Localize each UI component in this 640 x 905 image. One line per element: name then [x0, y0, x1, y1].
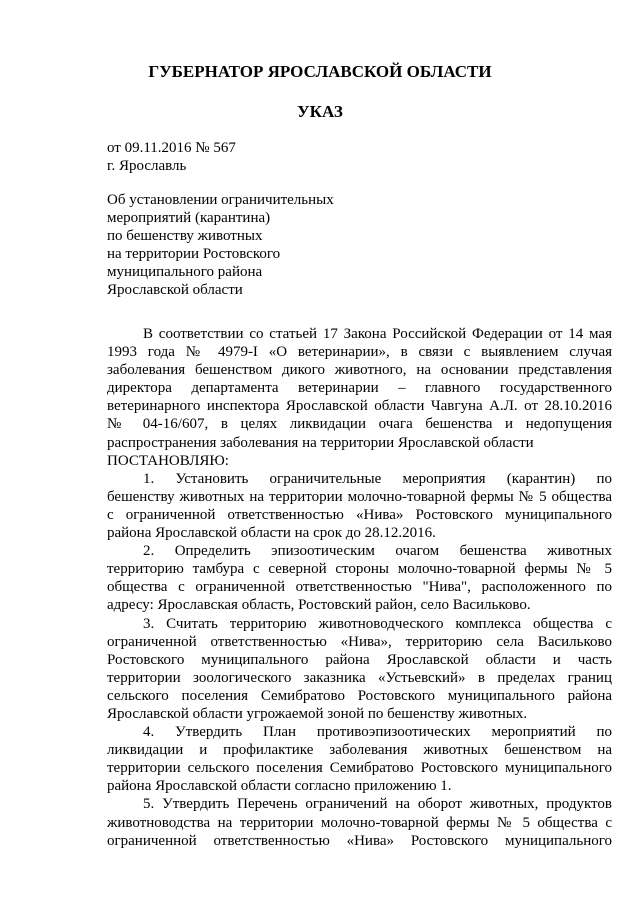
body-line: бешенству животных на территории молочно-товарной фермы № 5 общества — [107, 488, 612, 505]
body-line: ликвидации и профилактике заболевания животных бешенством на — [107, 742, 612, 759]
subject-line: на территории Ростовского — [107, 246, 281, 262]
body-line: заболевания бешенством дикого животного, на основании представления — [107, 362, 612, 379]
body-line: Ярославской области угрожаемой зоной по бешенству животных. — [107, 705, 528, 722]
body-line: распространения заболевания на территории Ярославской области — [107, 434, 534, 451]
body-line: ветеринарного инспектора Ярославской области Чавгуна А.Л. от 28.10.2016 — [107, 398, 612, 415]
body-line: сельского поселения Семибратово Ростовского муниципального района — [107, 687, 612, 704]
body-line: В соответствии со статьей 17 Закона Российской Федерации от 14 мая — [143, 326, 612, 342]
subject-line: мероприятий (карантина) — [107, 210, 271, 226]
body-line: 1. Установить ограничительные мероприятия (карантин) по — [143, 470, 612, 487]
document-body — [107, 325, 612, 850]
body-line: директора департамента ветеринарии – главного государственного — [107, 380, 612, 397]
body-line: ограниченной ответственностью «Нива» Ростовского муниципального — [107, 832, 612, 849]
body-line: района Ярославской области согласно приложению 1. — [107, 778, 452, 795]
body-line: ПОСТАНОВЛЯЮ: — [107, 452, 229, 469]
issuing-authority-heading: ГУБЕРНАТОР ЯРОСЛАВСКОЙ ОБЛАСТИ — [148, 62, 492, 81]
subject-line: Ярославской области — [107, 282, 243, 298]
body-line: животноводства на территории молочно-товарной фермы № 5 общества с — [107, 814, 612, 831]
body-line: адресу: Ярославская область, Ростовский район, село Васильково. — [107, 597, 531, 614]
body-line: Ростовского муниципального района Ярославской области и часть — [107, 651, 612, 668]
body-line: территории зоологического заказника «Устьевский» в пределах границ — [107, 669, 612, 686]
body-line: территории сельского поселения Семибратово Ростовского муниципального — [107, 760, 612, 777]
body-line: района Ярославской области на срок до 28.12.2016. — [107, 525, 436, 542]
body-line: территорию тамбура с северной стороны молочно-товарной фермы № 5 — [107, 561, 612, 578]
city: г. Ярославль — [107, 158, 187, 174]
body-line: № 04-16/607, в целях ликвидации очага бешенства и недопущения — [107, 416, 612, 433]
body-line: 4. Утвердить План противоэпизоотических мероприятий по — [143, 724, 612, 741]
subject-line: Об установлении ограничительных — [107, 192, 334, 208]
document-meta — [107, 139, 627, 175]
body-line: ограниченной ответственностью «Нива», территорию села Васильково — [107, 633, 612, 650]
body-line: 1993 года № 4979-I «О ветеринарии», в связи с выявлением случая — [107, 344, 612, 361]
date-number: от 09.11.2016 № 567 — [107, 140, 236, 156]
body-line: общества с ограниченной ответственностью "Нива", расположенного по — [107, 579, 612, 596]
document-subject — [107, 191, 627, 299]
body-line: 3. Считать территорию животноводческого комплекса общества с — [143, 615, 612, 632]
body-line: 5. Утвердить Перечень ограничений на оборот животных, продуктов — [143, 796, 612, 813]
body-line: 2. Определить эпизоотическим очагом бешенства животных — [143, 543, 612, 560]
document-type-heading: УКАЗ — [297, 102, 343, 121]
subject-line: по бешенству животных — [107, 228, 263, 244]
subject-line: муниципального района — [107, 264, 263, 280]
body-line: с ограниченной ответственностью «Нива» Ростовского муниципального — [107, 506, 612, 523]
